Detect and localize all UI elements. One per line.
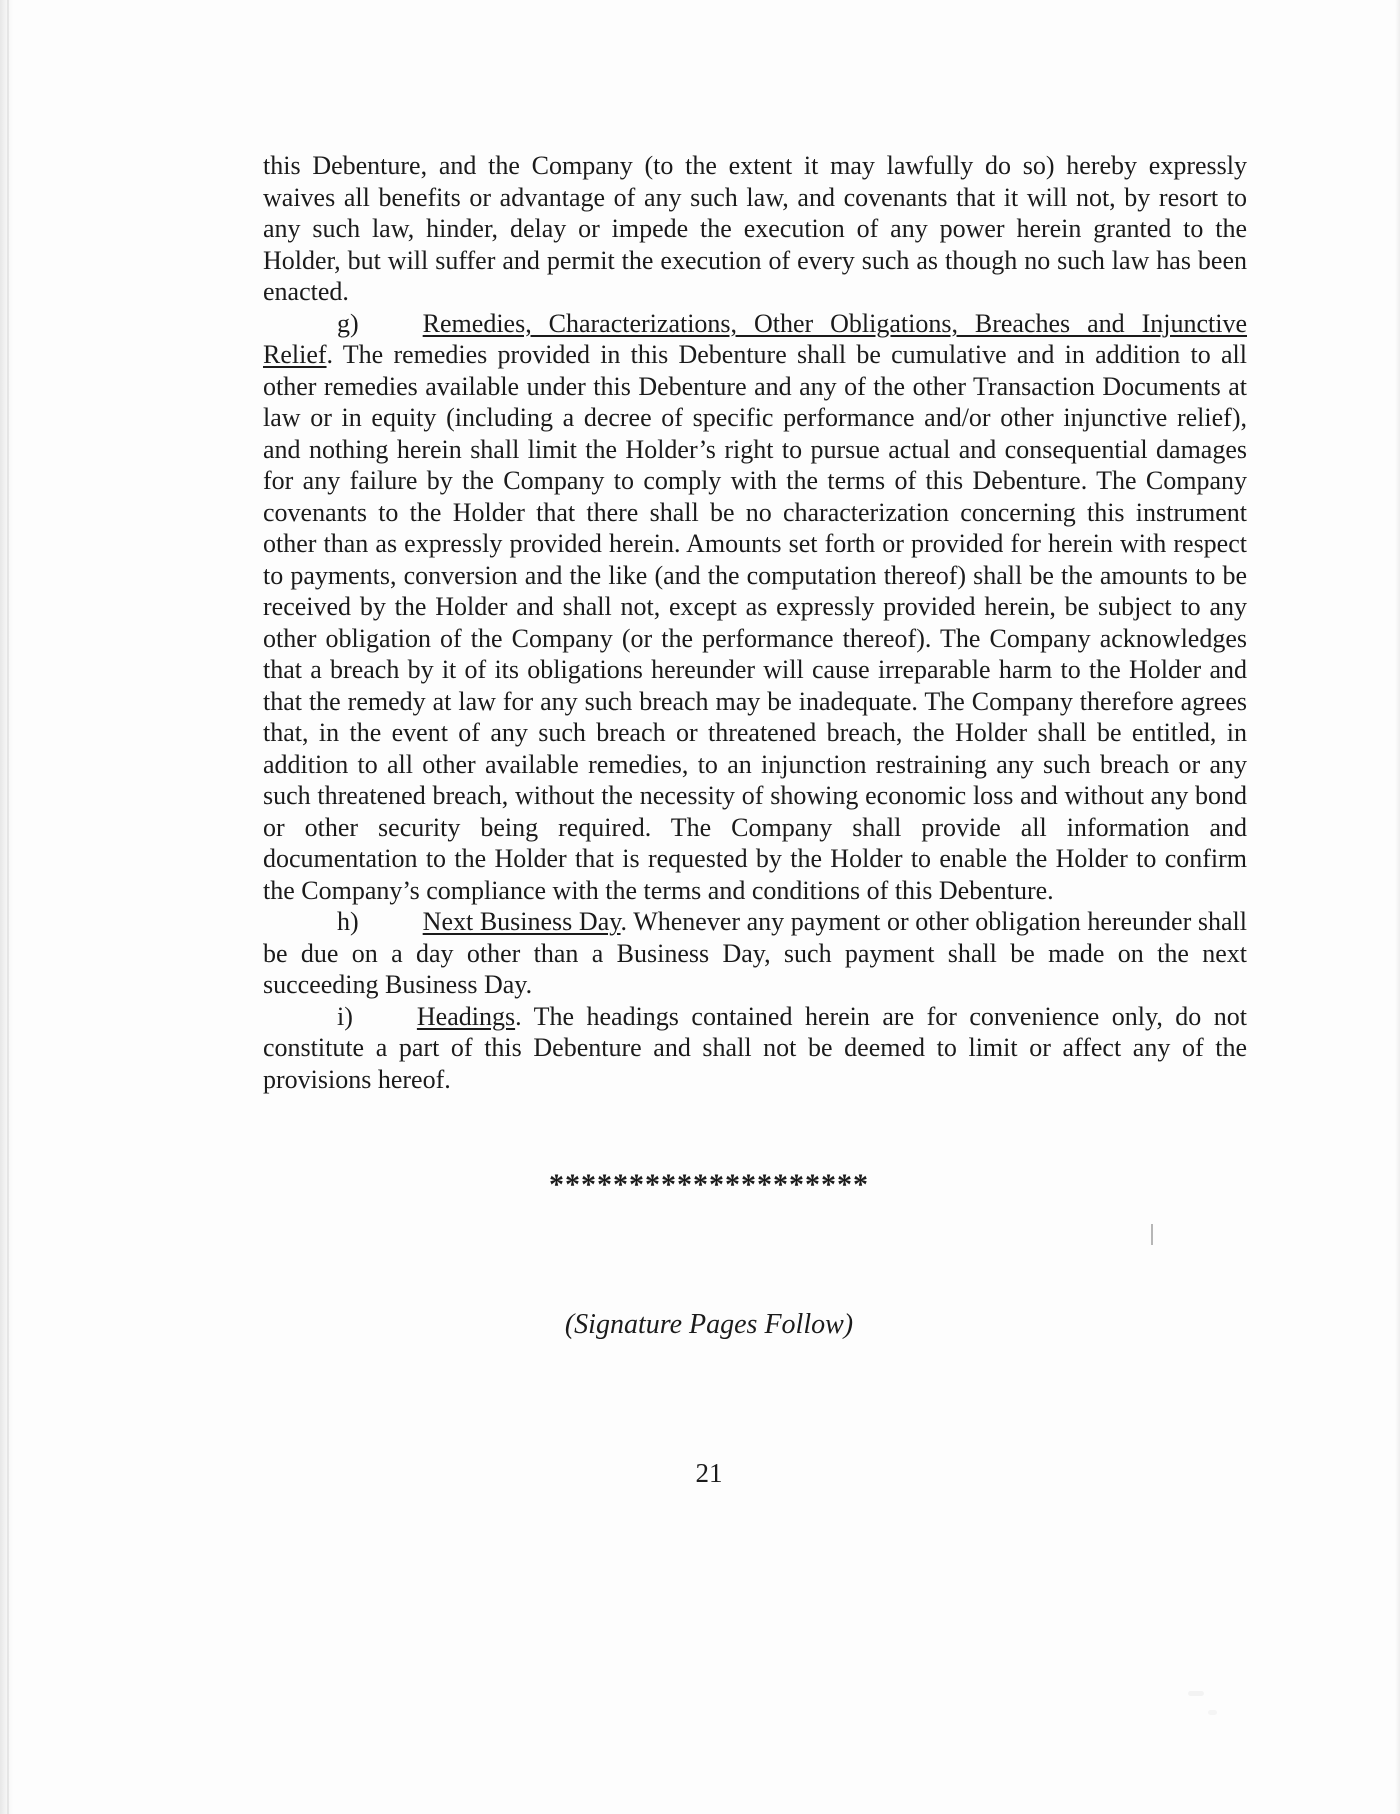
scan-artifact-tick	[1151, 1224, 1153, 1245]
paragraph-intro: this Debenture, and the Company (to the extent it may lawfully do so) hereby expressly waives all benefits or advantage of any such law, and covenants that it will not, by resort to any such law, hinder, delay or impede the execution of any power herein granted to the Holder, but will suffer and permit the execution of every such as though no such law has been enacted.	[263, 151, 1247, 306]
section-g	[263, 308, 1247, 907]
asterisk-separator: ********************	[549, 1168, 869, 1201]
section-h-label: h)	[337, 907, 359, 936]
scan-artifact-right-edge	[1395, 0, 1400, 1814]
section-i-heading: Headings	[416, 1001, 516, 1031]
section-h-heading: Next Business Day	[422, 907, 621, 936]
text-block	[263, 0, 1247, 1095]
section-i	[263, 1001, 1247, 1096]
page-number: 21	[695, 1458, 723, 1488]
scan-artifact-smudge	[1208, 1710, 1217, 1715]
scan-artifact-smudge	[1188, 1691, 1204, 1696]
section-h-body: . Whenever any payment or other obligation hereunder shall be due on a day other than a Business Day, such payment shall be made on the next succeeding Business Day.	[263, 907, 1247, 999]
section-h	[263, 906, 1247, 1001]
scan-artifact-left-line	[7, 0, 9, 1814]
section-g-heading: Remedies, Characterizations, Other Obligations, Breaches and Injunctive Relief	[263, 308, 1247, 369]
section-i-body: . The headings contained herein are for convenience only, do not constitute a part of this Debenture and shall not be deemed to limit or affect any of the provisions hereof.	[263, 1001, 1247, 1094]
section-i-label: i)	[337, 1001, 353, 1031]
section-g-label: g)	[337, 308, 359, 338]
signature-pages-note: (Signature Pages Follow)	[564, 1309, 854, 1340]
section-g-body: . The remedies provided in this Debenture shall be cumulative and in addition to all other remedies available under this Debenture and any of the other Transaction Documents at law or in equity (including a decree of specific performance and/or other injunctive relief), and nothing herein shall limit the Holder’s right to pursue actual and consequential damages for any failure by the Company to comply with the terms of this Debenture. The Company covenants to the Holder that there shall be no characterization concerning this instrument other than as expressly provided herein. Amounts set forth or provided for herein with respect to payments, conversion and the like (and the computation thereof) shall be the amounts to be received by the Holder and shall not, except as expressly provided herein, be subject to any other obligation of the Company (or the performance thereof). The Company acknowledges that a breach by it of its obligations hereunder will cause irreparable harm to the Holder and that the remedy at law for any such breach may be inadequate. The Company therefore agrees that, in the event of any such breach or threatened breach, the Holder shall be entitled, in addition to all other available remedies, to an injunction restraining any such breach or any such threatened breach, without the necessity of showing economic loss and without any bond or other security being required. The Company shall provide all information and documentation to the Holder that is requested by the Holder to enable the Holder to confirm the Company’s compliance with the terms and conditions of this Debenture.	[263, 340, 1247, 905]
